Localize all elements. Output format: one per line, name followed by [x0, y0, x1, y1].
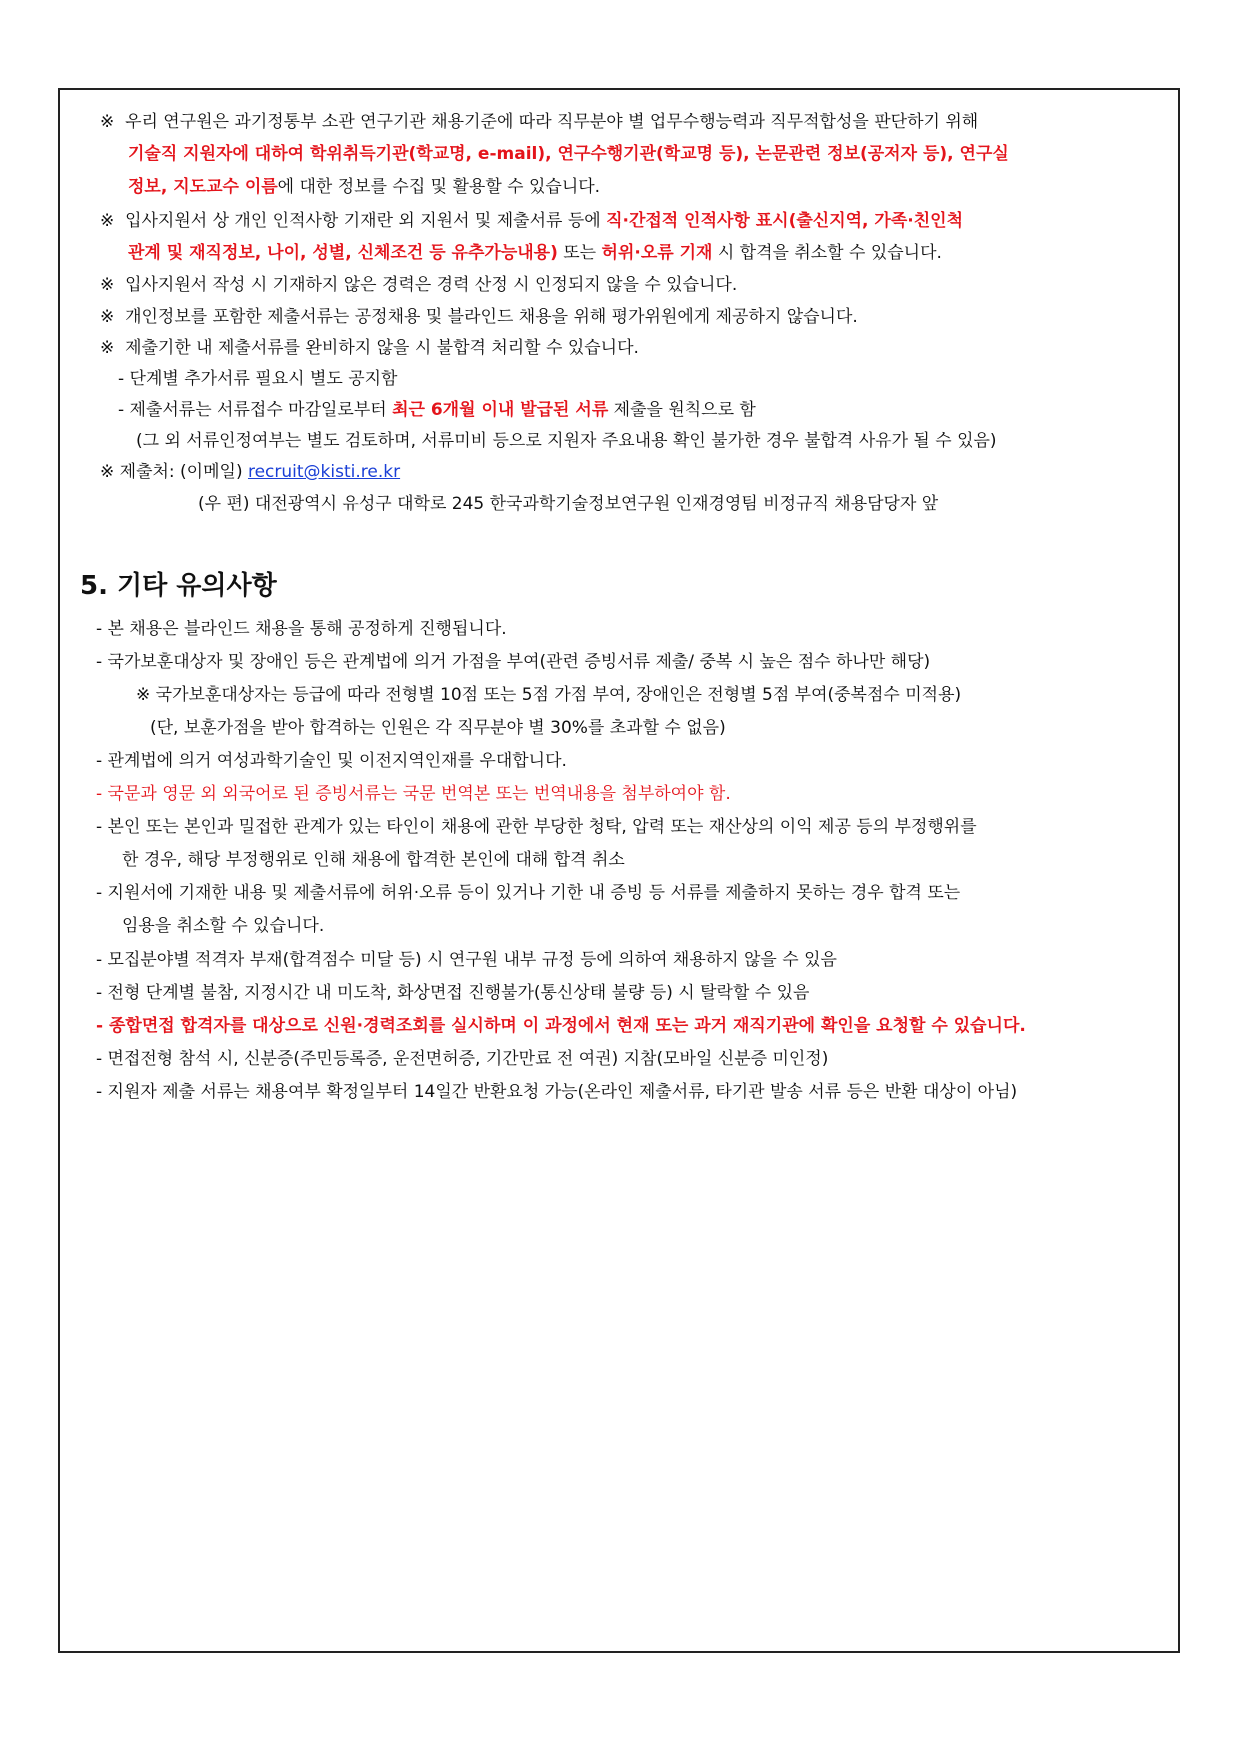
- note-highlight: 정보, 지도교수 이름: [128, 177, 278, 197]
- list-item: - 모집분야별 적격자 부재(합격점수 미달 등) 시 연구원 내부 규정 등에 의하여 채용하지 않을 수 있음: [96, 950, 837, 970]
- note-2-line-2: [128, 241, 942, 265]
- note-mark: ※: [100, 211, 115, 231]
- list-item-note: ※ 국가보훈대상자는 등급에 따라 전형별 10점 또는 5점 가점 부여, 장애인은 전형별 5점 부여(중복점수 미적용): [136, 685, 962, 705]
- list-item: - 본인 또는 본인과 밀접한 관계가 있는 타인이 채용에 관한 부당한 청탁, 압력 또는 재산상의 이익 제공 등의 부정행위를: [96, 817, 977, 837]
- note-highlight: 허위·오류 기재: [601, 243, 713, 263]
- list-item: - 관계법에 의거 여성과학기술인 및 이전지역인재를 우대합니다.: [96, 751, 567, 771]
- note-text: 우리 연구원은 과기정통부 소관 연구기관 채용기준에 따라 직무분야 별 업무수행능력과 직무적합성을 판단하기 위해: [125, 112, 979, 132]
- note-text: 제출기한 내 제출서류를 완비하지 않을 시 불합격 처리할 수 있습니다.: [125, 338, 639, 358]
- note-mark: ※: [100, 112, 115, 132]
- email-link[interactable]: recruit@kisti.re.kr: [247, 462, 401, 482]
- note-text: 입사지원서 작성 시 기재하지 않은 경력은 경력 산정 시 인정되지 않을 수 있습니다.: [125, 275, 738, 295]
- note-4: [100, 305, 858, 329]
- note-1-line-2: 기술직 지원자에 대하여 학위취득기관(학교명, e-mail), 연구수행기관(학교명 등), 논문관련 정보(공저자 등), 연구실: [128, 144, 1009, 164]
- list-item-highlight: - 국문과 영문 외 외국어로 된 증빙서류는 국문 번역본 또는 번역내용을 첨부하여야 함.: [96, 784, 731, 804]
- list-item-highlight: - 종합면접 합격자를 대상으로 신원·경력조회를 실시하며 이 과정에서 현재 또는 과거 재직기관에 확인을 요청할 수 있습니다.: [96, 1016, 1026, 1036]
- note-text: 에 대한 정보를 수집 및 활용할 수 있습니다.: [277, 177, 601, 197]
- note-text: 개인정보를 포함한 제출서류는 공정채용 및 블라인드 채용을 위해 평가위원에게 제공하지 않습니다.: [125, 307, 858, 327]
- note-text: 또는: [557, 243, 602, 263]
- note-mark: ※: [100, 307, 115, 327]
- note-text: 시 합격을 취소할 수 있습니다.: [712, 243, 942, 263]
- list-item: - 국가보훈대상자 및 장애인 등은 관계법에 의거 가점을 부여(관련 증빙서류 제출/ 중복 시 높은 점수 하나만 해당): [96, 652, 931, 672]
- sub-item-1: - 단계별 추가서류 필요시 별도 공지함: [118, 369, 398, 389]
- note-text: 입사지원서 상 개인 인적사항 기재란 외 지원서 및 제출서류 등에: [125, 211, 607, 231]
- list-item-cont: 한 경우, 해당 부정행위로 인해 채용에 합격한 본인에 대해 합격 취소: [122, 850, 625, 870]
- section-5-title: 5. 기타 유의사항: [80, 571, 277, 601]
- sub-item-note: (그 외 서류인정여부는 별도 검토하며, 서류미비 등으로 지원자 주요내용 확인 불가한 경우 불합격 사유가 될 수 있음): [136, 431, 997, 451]
- sub-highlight: 최근 6개월 이내 발급된 서류: [392, 400, 609, 420]
- list-item: - 전형 단계별 불참, 지정시간 내 미도착, 화상면접 진행불가(통신상태 불량 등) 시 탈락할 수 있음: [96, 983, 810, 1003]
- list-item: - 본 채용은 블라인드 채용을 통해 공정하게 진행됩니다.: [96, 619, 507, 639]
- note-highlight: 관계 및 재직정보, 나이, 성별, 신체조건 등 유추가능내용): [128, 243, 558, 263]
- list-item-note: (단, 보훈가점을 받아 합격하는 인원은 각 직무분야 별 30%를 초과할 수 없음): [150, 718, 726, 738]
- submission-post-line: (우 편) 대전광역시 유성구 대학로 245 한국과학기술정보연구원 인재경영팀 비정규직 채용담당자 앞: [198, 494, 939, 514]
- list-item: - 면접전형 참석 시, 신분증(주민등록증, 운전면허증, 기간만료 전 여권) 지참(모바일 신분증 미인정): [96, 1049, 829, 1069]
- sub-text: - 제출서류는 서류접수 마감일로부터: [118, 400, 393, 420]
- list-item: - 지원자 제출 서류는 채용여부 확정일부터 14일간 반환요청 가능(온라인 제출서류, 타기관 발송 서류 등은 반환 대상이 아님): [96, 1082, 1018, 1102]
- note-1-line-1: [100, 110, 978, 134]
- note-mark: ※: [100, 275, 115, 295]
- note-3: [100, 273, 737, 297]
- submission-label: ※ 제출처: (이메일): [100, 462, 248, 482]
- sub-item-2: [118, 398, 756, 422]
- note-1-line-3: [128, 175, 600, 199]
- sub-text: 제출을 원칙으로 함: [608, 400, 756, 420]
- note-2-line-1: [100, 209, 963, 233]
- list-item-cont: 임용을 취소할 수 있습니다.: [122, 916, 325, 936]
- list-item: - 지원서에 기재한 내용 및 제출서류에 허위·오류 등이 있거나 기한 내 증빙 등 서류를 제출하지 못하는 경우 합격 또는: [96, 883, 961, 903]
- note-5: [100, 336, 639, 360]
- submission-email-line: [100, 460, 400, 484]
- note-mark: ※: [100, 338, 115, 358]
- note-highlight: 직·간접적 인적사항 표시(출신지역, 가족·친인척: [606, 211, 963, 231]
